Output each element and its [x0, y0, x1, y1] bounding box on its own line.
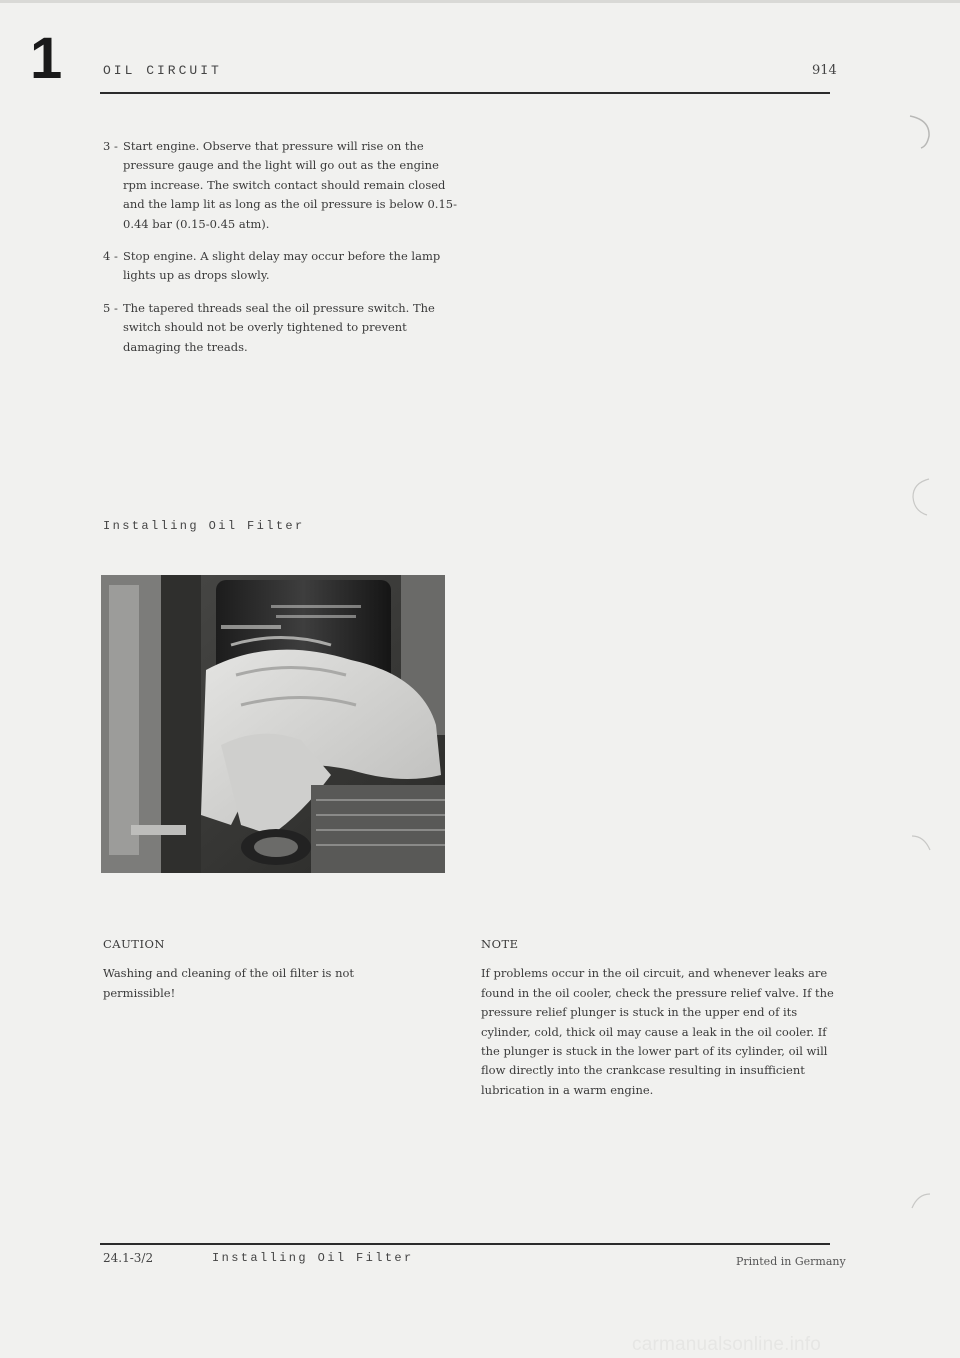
- punch-mark-icon: [905, 475, 935, 520]
- caution-text: Washing and cleaning of the oil filter is not permissible!: [103, 966, 355, 1000]
- step-number: 5 -: [103, 300, 118, 315]
- step-list: [103, 137, 463, 370]
- page-title: OIL CIRCUIT: [103, 63, 222, 78]
- note-box: [481, 935, 841, 1100]
- note-heading: NOTE: [481, 937, 519, 951]
- page-number: 914: [812, 63, 837, 78]
- punch-mark-icon: [908, 830, 934, 854]
- step-item: [103, 247, 463, 286]
- step-number: 3 -: [103, 139, 118, 153]
- step-number: 4 -: [103, 249, 118, 264]
- printed-note: Printed in Germany: [736, 1255, 846, 1268]
- footer-title: Installing Oil Filter: [212, 1251, 414, 1265]
- punch-mark-icon: [905, 112, 935, 152]
- watermark: carmanualsonline.info: [632, 1334, 822, 1355]
- step-item: [103, 299, 463, 357]
- footer-rule: [100, 1243, 830, 1245]
- section-number: 1: [30, 26, 63, 91]
- step-text: The tapered threads seal the oil pressure switch. The switch should not be overly tightened to prevent damaging the treads.: [123, 300, 435, 354]
- caution-box: [103, 935, 423, 1003]
- step-text: Start engine. Observe that pressure will rise on the pressure gauge and the light will go out as the engine rpm increase. The switch contact should remain closed and the lamp lit as long as the oil pressure is below 0.15-0.44 bar (0.15-0.45 atm).: [123, 139, 457, 231]
- oil-filter-photo: [101, 575, 445, 873]
- note-text: If problems occur in the oil circuit, and whenever leaks are found in the oil cooler, check the pressure relief valve. If the pressure relief plunger is stuck in the upper end of its cylinder, cold, thick oil may cause a leak in the oil cooler. If the plunger is stuck in the lower part of its cylinder, oil will flow directly into the crankcase resulting in insufficient lubrication in a warm engine.: [481, 966, 834, 1097]
- page-top-edge: [0, 0, 960, 3]
- step-text: Stop engine. A slight delay may occur before the lamp lights up as drops slowly.: [123, 249, 441, 283]
- section-heading: Installing Oil Filter: [103, 519, 305, 533]
- step-item: [103, 137, 463, 234]
- punch-mark-icon: [908, 1190, 934, 1214]
- caution-heading: CAUTION: [103, 937, 165, 951]
- header-rule: [100, 92, 830, 94]
- footer-code: 24.1-3/2: [103, 1251, 154, 1265]
